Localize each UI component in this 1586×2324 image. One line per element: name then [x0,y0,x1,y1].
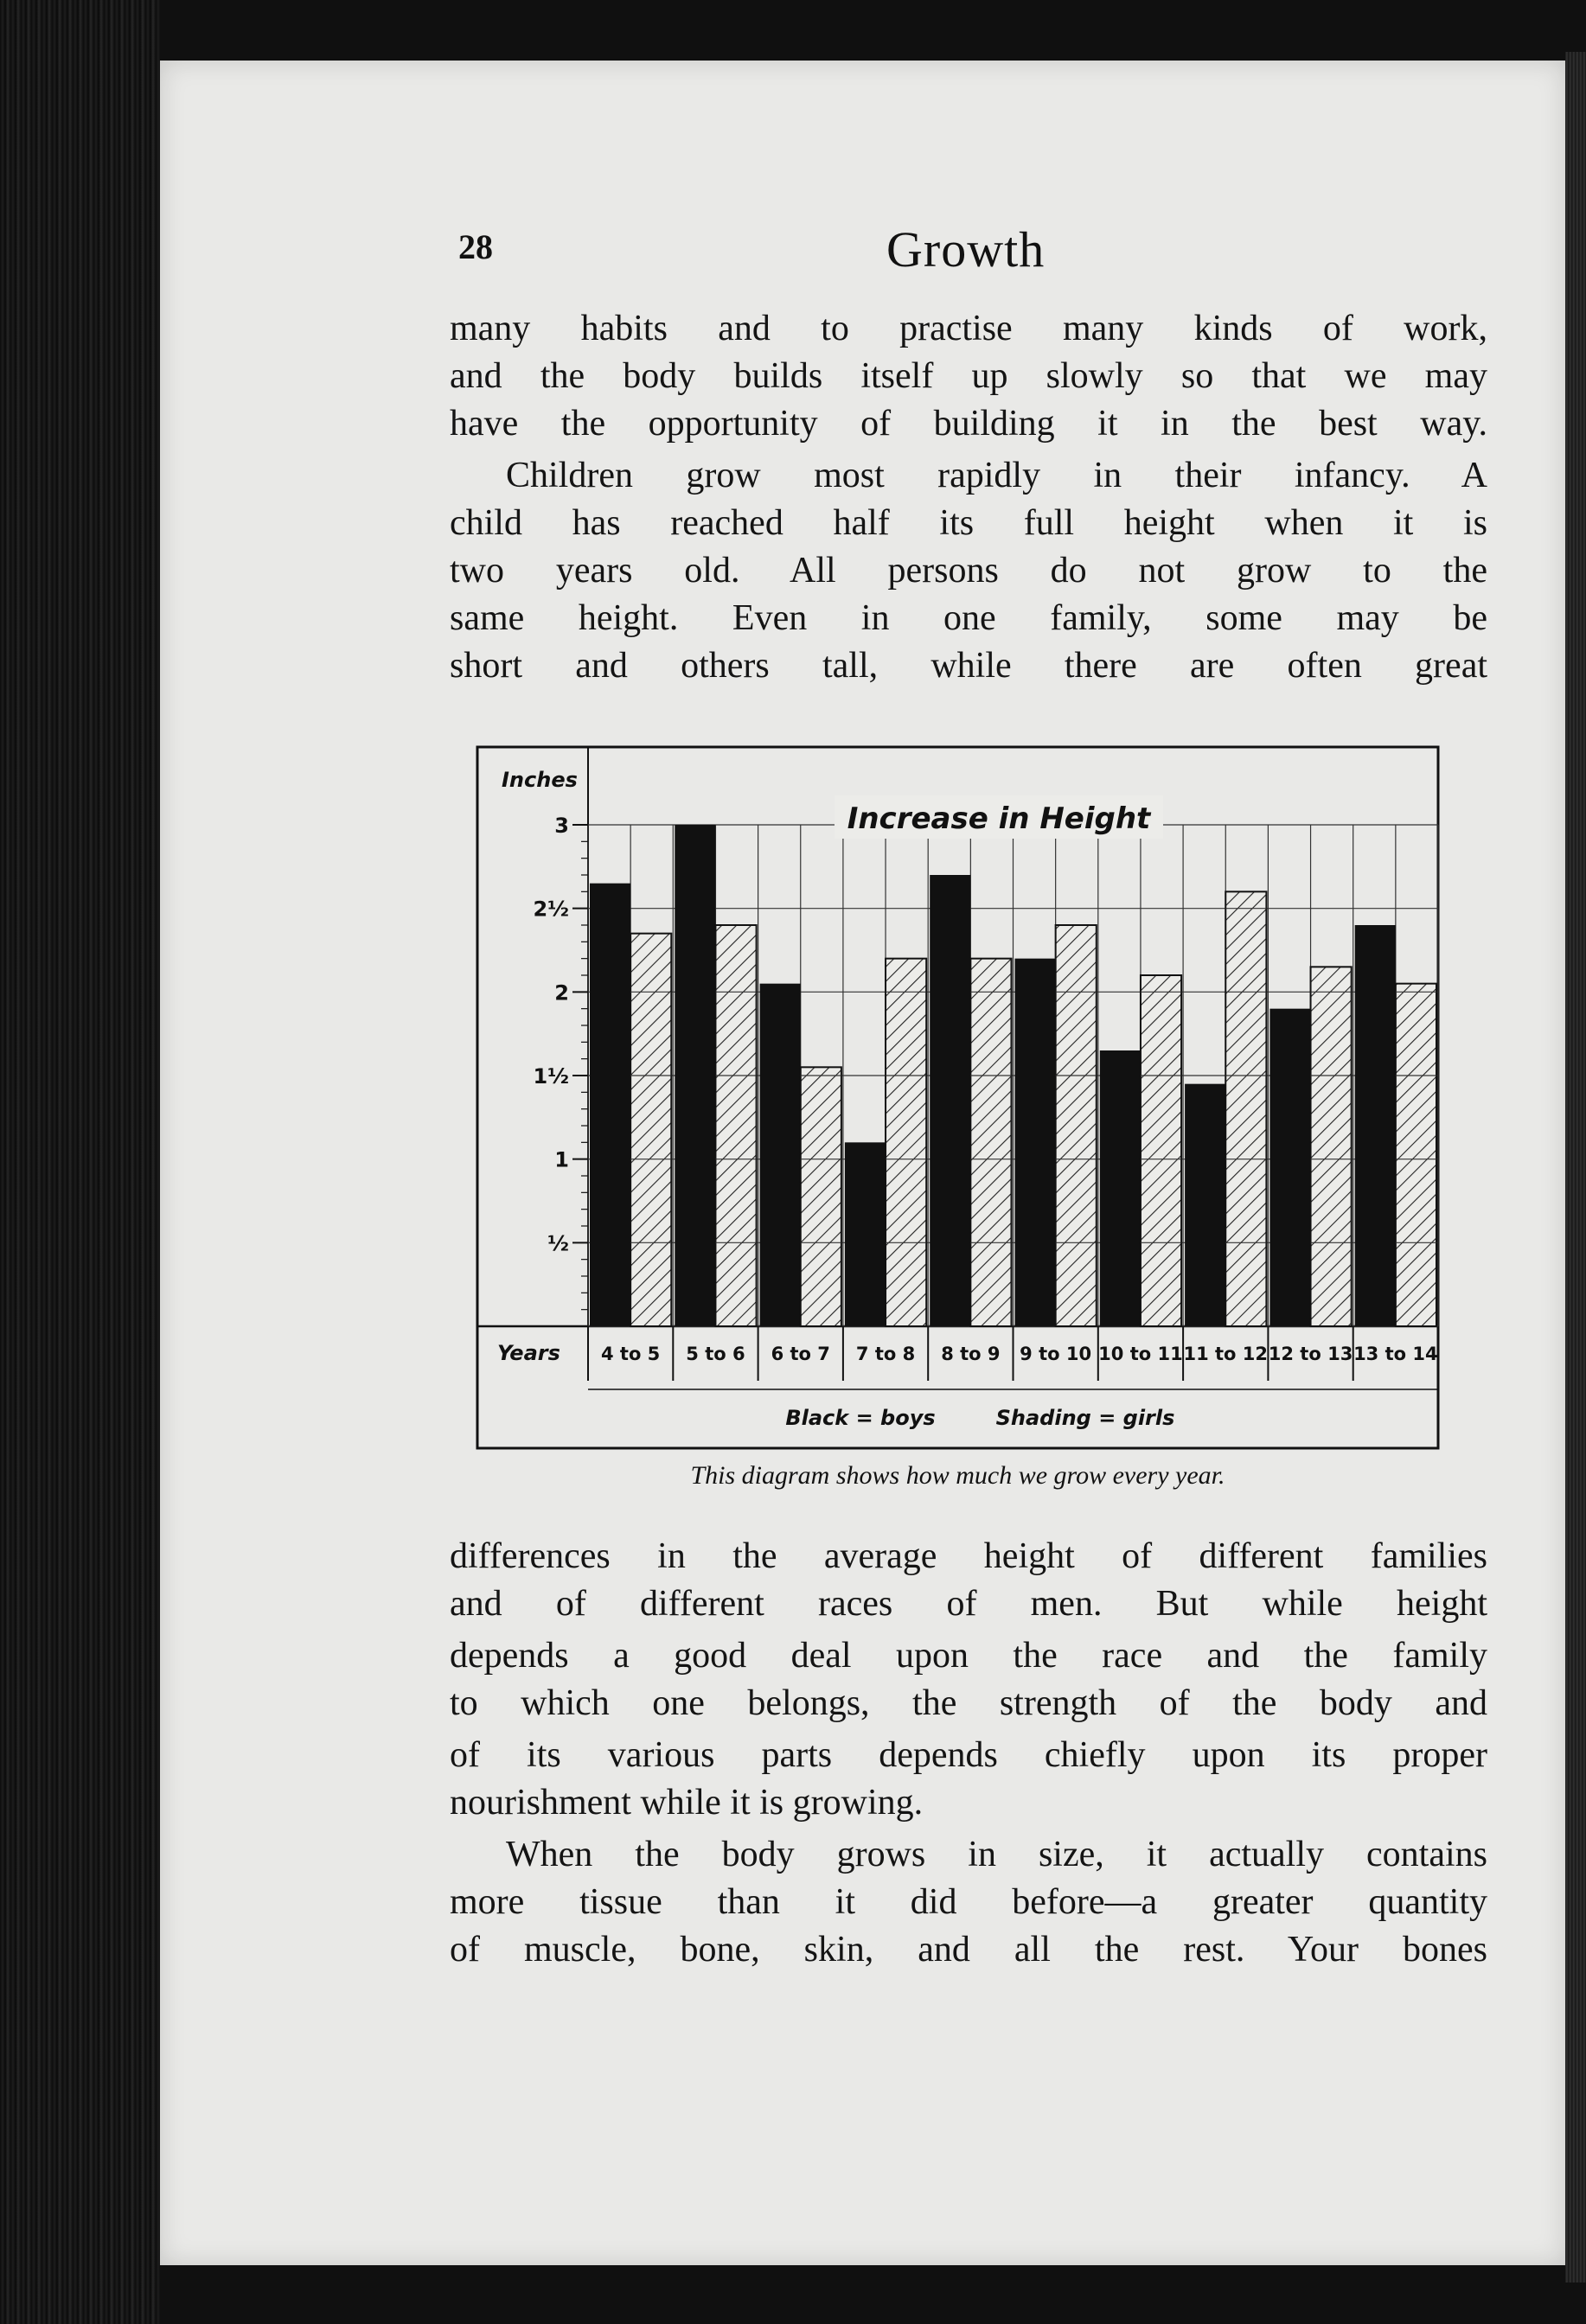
text-line: to which one belongs, the strength of the body and [450,1683,1487,1723]
bar-boys [1015,959,1056,1326]
y-tick-label: 2½ [533,897,569,922]
y-tick-label: 1 [554,1147,569,1172]
text-line: Children grow most rapidly in their infancy. A [506,456,1487,495]
y-tick-label: 3 [554,814,569,838]
text-line: many habits and to practise many kinds of work, [450,309,1487,348]
x-category-label: 7 to 8 [855,1344,916,1364]
x-category-label: 4 to 5 [600,1344,661,1364]
text-line: same height. Even in one family, some may be [450,598,1487,638]
bar-girls [801,1067,841,1326]
bar-boys [930,875,970,1326]
text-line: When the body grows in size, it actually contains [506,1835,1487,1874]
bar-girls [970,959,1011,1326]
bar-girls [1311,967,1352,1326]
bar-boys [1185,1084,1225,1326]
running-head: Growth [886,221,1046,278]
legend-girls: Shading = girls [995,1406,1175,1430]
text-line: child has reached half its full height when it is [450,503,1487,543]
text-line: and the body builds itself up slowly so that we may [450,356,1487,396]
text-line: of its various parts depends chiefly upon its proper [450,1735,1487,1775]
legend-boys: Black = boys [785,1406,936,1430]
y-tick-labels [533,814,588,1255]
page-edge [1565,52,1586,2282]
bar-boys [590,884,630,1326]
bar-boys [1100,1050,1141,1326]
bar-boys [675,825,715,1326]
bar-girls [886,959,926,1326]
bar-girls [1141,975,1181,1326]
bar-girls [1396,984,1436,1326]
text-line: nourishment while it is growing. [450,1783,924,1823]
text-line: and of different races of men. But while height [450,1584,1487,1624]
text-line: differences in the average height of different families [450,1536,1487,1576]
figure-caption: This diagram shows how much we grow every year. [690,1461,1225,1490]
text-line: short and others tall, while there are often great [450,646,1487,686]
page-number: 28 [458,227,493,266]
bar-girls [1225,891,1266,1326]
x-category-label: 11 to 12 [1183,1344,1269,1364]
x-category-label: 12 to 13 [1268,1344,1353,1364]
y-tick-label: ½ [547,1231,569,1256]
chart-title: Increase in Height [847,801,1151,836]
text-line: of muscle, bone, skin, and all the rest. Your bones [450,1930,1487,1970]
text-line: have the opportunity of building it in the best way. [450,404,1487,444]
x-category-label: 8 to 9 [941,1344,1001,1364]
bar-boys [760,984,801,1326]
x-category-label: 13 to 14 [1353,1344,1438,1364]
bar-girls [715,925,756,1326]
y-tick-label: 2 [554,980,569,1006]
x-axis-label: Years [497,1341,560,1365]
bar-boys [1269,1009,1310,1326]
x-category-label: 6 to 7 [771,1344,830,1364]
x-category-label: 10 to 11 [1098,1344,1183,1364]
height-increase-chart [476,745,1440,1450]
y-tick-label: 1½ [533,1064,569,1089]
bar-boys [1355,925,1396,1326]
x-category-labels [588,1326,1438,1381]
text-line: depends a good deal upon the race and the family [450,1636,1487,1676]
text-line: two years old. All persons do not grow to the [450,551,1487,591]
x-category-label: 9 to 10 [1020,1344,1092,1364]
book-spine [0,0,160,2324]
bar-girls [1056,925,1097,1326]
bar-boys [845,1142,886,1326]
x-category-label: 5 to 6 [686,1344,745,1364]
y-axis-label: Inches [502,768,578,792]
text-line: more tissue than it did before—a greater quantity [450,1882,1487,1922]
